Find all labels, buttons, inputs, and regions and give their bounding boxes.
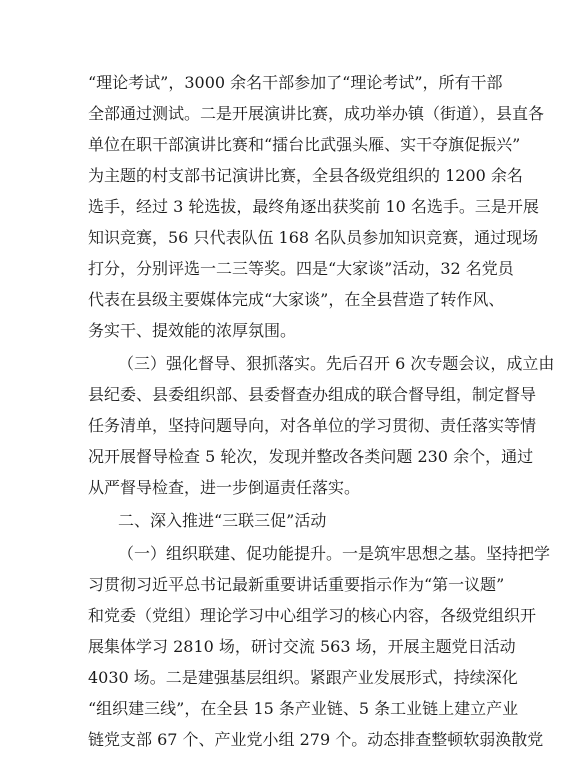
text-line-3: 单位在职干部演讲比赛和“擂台比武强头雁、实干夺旗促振兴” (88, 135, 521, 154)
text-line-2: 全部通过测试。二是开展演讲比赛，成功举办镇（街道），县直各 (88, 104, 545, 123)
text-line-22: 链党支部 67 个、产业党小组 279 个。动态排查整顿软弱涣散党 (88, 730, 544, 749)
text-line-7: 打分，分别评选一二三等奖。四是“大家谈”活动，32 名党员 (88, 259, 514, 278)
text-line-21: “组织建三线”，在全县 15 条产业链、5 条工业链上建立产业 (88, 699, 519, 718)
text-line-14: 从严督导检查，进一步倒逼责任落实。 (88, 478, 361, 497)
text-line-5: 选手，经过 3 轮选拔，最终角逐出获奖前 10 名选手。三是开展 (88, 197, 539, 216)
text-line-13: 况开展督导检查 5 轮次，发现并整改各类问题 230 余个，通过 (88, 447, 534, 466)
text-line-12: 任务清单，坚持问题导向，对各单位的学习贯彻、责任落实等情 (88, 416, 537, 435)
text-line-17: 习贯彻习近平总书记最新重要讲话重要指示作为“第一议题” (88, 575, 505, 594)
text-line-4: 为主题的村支部书记演讲比赛，全县各级党组织的 1200 余名 (88, 166, 523, 185)
text-line-20: 4030 场。二是建强基层组织。紧跟产业发展形式，持续深化 (88, 668, 518, 687)
section-two-heading: 二、深入推进“三联三促”活动 (118, 511, 327, 530)
subsection-one-heading-line: （一）组织联建、促功能提升。一是筑牢思想之基。坚持把学 (118, 544, 551, 563)
section-three-heading-line: （三）强化督导、狠抓落实。先后召开 6 次专题会议，成立由 (118, 354, 555, 373)
text-line-6: 知识竞赛，56 只代表队伍 168 名队员参加知识竞赛，通过现场 (88, 228, 539, 247)
text-line-18: 和党委（党组）理论学习中心组学习的核心内容，各级党组织开 (88, 606, 537, 625)
text-line-19: 展集体学习 2810 场，研讨交流 563 场，开展主题党日活动 (88, 637, 516, 656)
text-line-9: 务实干、提效能的浓厚氛围。 (88, 321, 297, 340)
text-line-8: 代表在县级主要媒体完成“大家谈”，在全县营造了转作风、 (88, 290, 505, 309)
text-line-11: 县纪委、县委组织部、县委督查办组成的联合督导组，制定督导 (88, 385, 537, 404)
text-line-1: “理论考试”，3000 余名干部参加了“理论考试”，所有干部 (88, 73, 503, 92)
